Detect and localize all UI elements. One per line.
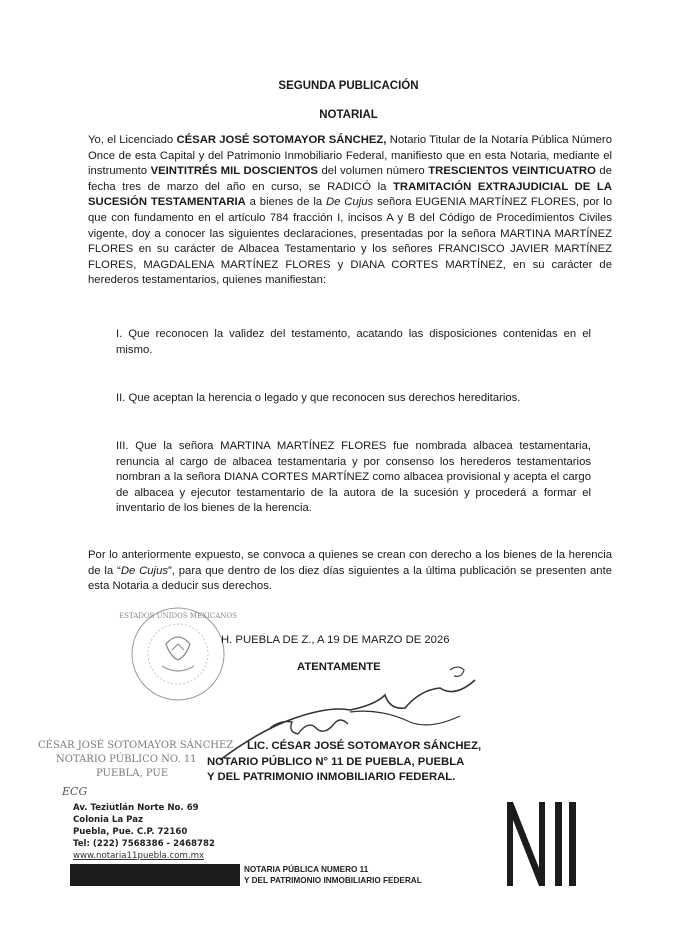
intro-text-4: de fecha tres de marzo del año en curso, se RADICÓ la	[88, 165, 612, 193]
closing-text-1: Por lo anteriormente expuesto, se convoca a quienes se crean con derecho a los bienes de la herencia de la “	[88, 549, 612, 577]
address-street: Av. Teziutlán Norte No. 69	[73, 803, 199, 813]
website-link[interactable]: www.notaria11puebla.com.mx	[73, 851, 205, 861]
intro-text-5: a bienes de la	[245, 196, 326, 209]
notarial-heading: NOTARIAL	[319, 109, 378, 121]
publication-heading: SEGUNDA PUBLICACIÓN	[278, 80, 419, 92]
stamp-title: NOTARIO PÚBLICO NO. 11	[56, 754, 197, 765]
address-colonia: Colonia La Paz	[73, 815, 144, 825]
stamp-city: PUEBLA, PUE	[96, 768, 169, 779]
footer-patrimonio: Y DEL PATRIMONIO INMOBILIARIO FEDERAL	[244, 876, 422, 885]
declaration-3: III. Que la señora MARTINA MARTÍNEZ FLORES fue nombrada albacea testamentaria, renuncia al cargo de albacea testamentaria y por consenso los herederos testamentarios nombran a la señora DIANA CORTES MARTÍNEZ como albacea provisional y acepta el cargo de albacea y ejecutor testamentario de la autora de la sucesión y procederá a formar el inventario de los bienes de la herencia.	[116, 440, 591, 515]
intro-text-1: Yo, el Licenciado	[88, 134, 177, 146]
notary-name: CÉSAR JOSÉ SOTOMAYOR SÁNCHEZ,	[176, 134, 387, 146]
stamp-name: CÉSAR JOSÉ SOTOMAYOR SÁNCHEZ	[38, 740, 234, 751]
atentamente-label: ATENTAMENTE	[297, 661, 381, 673]
declaration-1: I. Que reconocen la validez del testamento, acatando las disposiciones contenidas en el mismo.	[116, 328, 591, 356]
notary-patrimonio-line: Y DEL PATRIMONIO INMOBILIARIO FEDERAL.	[207, 771, 456, 783]
handwritten-signature-icon	[200, 650, 490, 770]
instrument-number: VEINTITRÉS MIL DOSCIENTOS	[150, 165, 318, 178]
footer-notaria: NOTARIA PÚBLICA NUMERO 11	[244, 865, 369, 874]
closing-paragraph	[88, 548, 612, 595]
closing-text-2: ”, para que dentro de los diez días siguientes a la última publicación se presenten ante esta Notaria a deducir sus derechos.	[88, 564, 612, 593]
intro-text-3: del volumen número	[317, 165, 429, 178]
address-city: Puebla, Pue. C.P. 72160	[73, 827, 188, 837]
notaria-logo-icon	[503, 790, 583, 890]
closing-de-cujus: De Cujus	[120, 564, 169, 577]
de-cujus-term: De Cujus	[326, 196, 374, 209]
procedure-name: TRAMITACIÓN EXTRAJUDICIAL DE LA SUCESIÓN TESTAMENTARIA	[88, 180, 612, 209]
redaction-bar	[70, 864, 240, 886]
intro-text-6: señora EUGENIA MARTÍNEZ FLORES, por lo que con fundamento en el artículo 784 fracción I, incisos A y B del Código de Procedimientos Civiles vigente, doy a conocer las siguientes declaraciones, presentadas por la señora MARTINA MARTÍNEZ FLORES en su carácter de Albacea Testamentario y los señores FRANCISCO JAVIER MARTÍNEZ FLORES, MAGDALENA MARTÍNEZ FLORES y DIANA CORTES MARTÍNEZ, en su carácter de herederos testamentarios, quienes manifiestan:	[88, 196, 612, 287]
notary-title-line: NOTARIO PÚBLICO N° 11 DE PUEBLA, PUEBLA	[207, 756, 465, 768]
place-date: H. PUEBLA DE Z., A 19 DE MARZO DE 2026	[221, 634, 450, 646]
intro-text-2: Notario Titular de la Notaría Pública Número Once de esta Capital y del Patrimonio Inmobiliario Federal, manifiesto que en esta Notaria, mediante el instrumento	[88, 134, 612, 178]
declaration-2: II. Que aceptan la herencia o legado y que reconocen sus derechos hereditarios.	[116, 392, 521, 404]
intro-paragraph	[88, 133, 612, 289]
seal-text: ESTADOS UNIDOS MEXICANOS	[119, 612, 237, 620]
notary-signature-name: LIC. CÉSAR JOSÉ SOTOMAYOR SÁNCHEZ,	[247, 740, 482, 752]
address-phone: Tel: (222) 7568386 - 2468782	[73, 839, 215, 849]
volume-number: TRESCIENTOS VEINTICUATRO	[428, 165, 596, 178]
initials-mark: ECG	[62, 785, 88, 798]
